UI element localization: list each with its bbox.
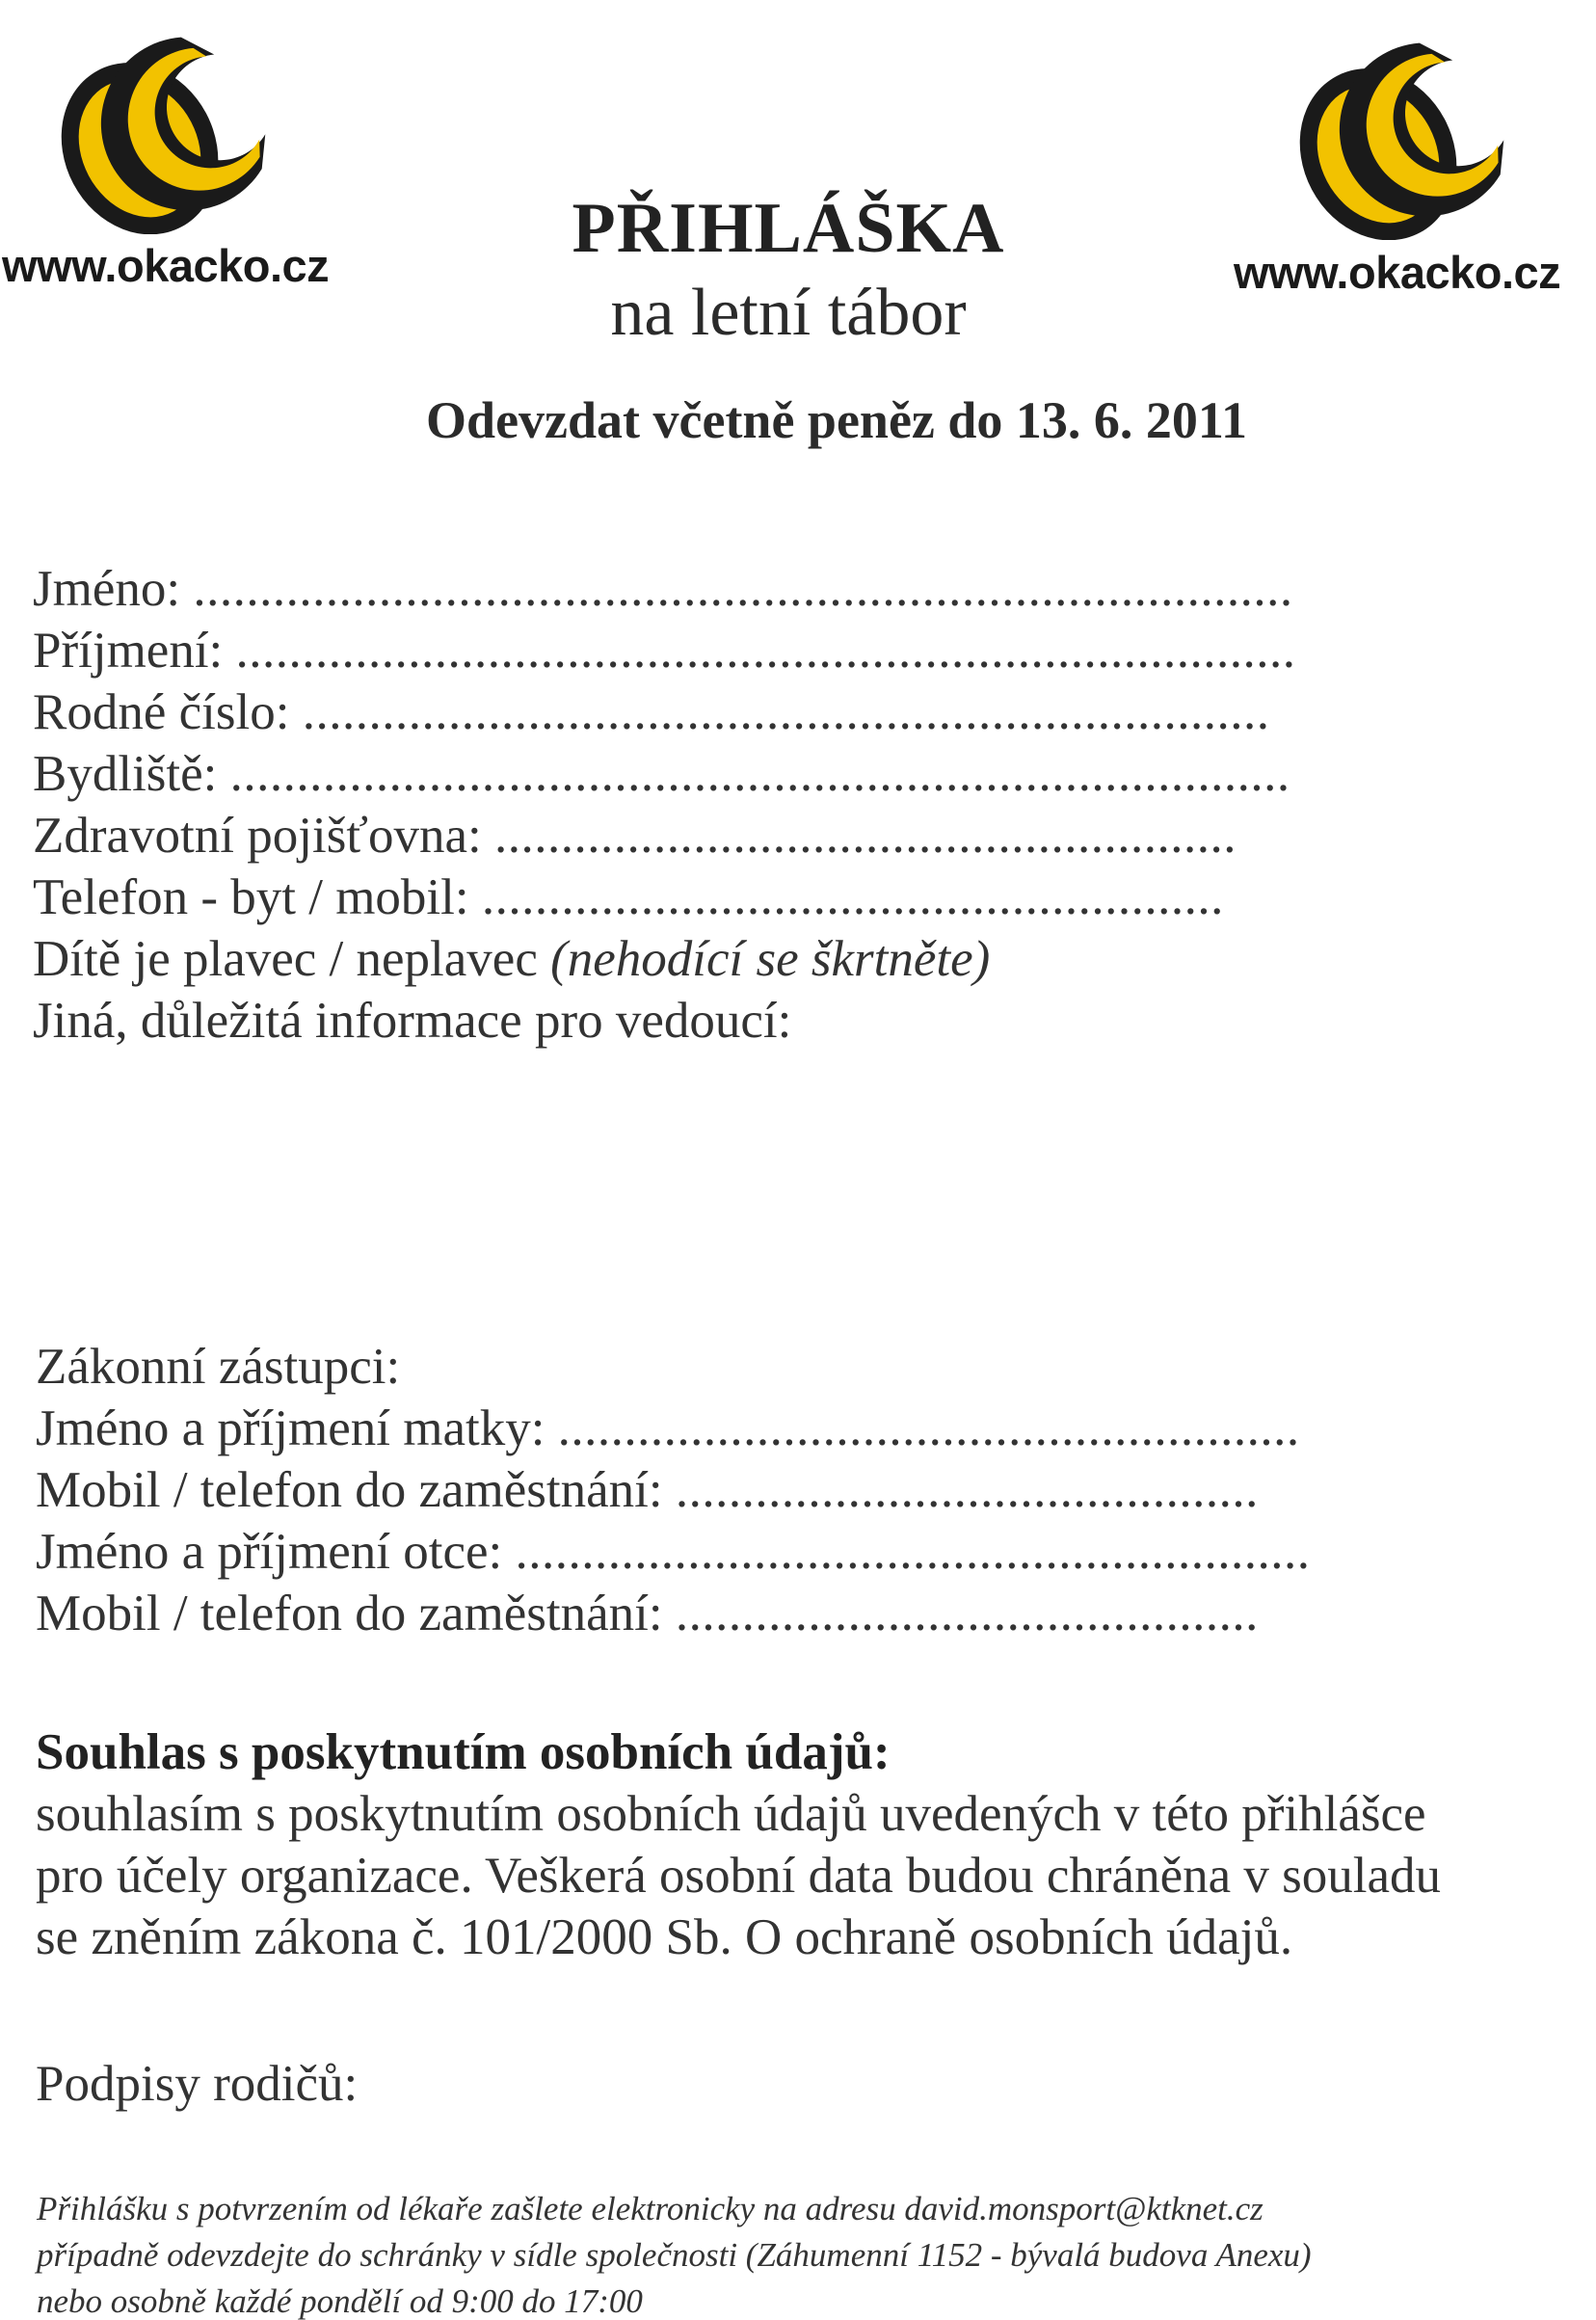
- deadline-notice: Odevzdat včetně peněz do 13. 6. 2011: [426, 391, 1247, 449]
- field-label: Mobil / telefon do zaměstnání:: [36, 1462, 676, 1518]
- field-father-name: [36, 1524, 1311, 1580]
- field-mother-phone: [36, 1462, 1259, 1518]
- footer-line: nebo osobně každé pondělí od 9:00 do 17:00: [37, 2282, 643, 2320]
- swimmer-note: (nehodící se škrtněte): [550, 931, 991, 987]
- field-label: Jméno a příjmení matky:: [36, 1400, 558, 1456]
- website-url-right: www.okacko.cz: [1234, 247, 1561, 298]
- fill-in-line: ...................................................................................: [193, 561, 1293, 617]
- fill-in-line: ................................................................................: [235, 623, 1296, 679]
- fill-in-line: .........................................................................: [302, 684, 1270, 740]
- field-father-phone: [36, 1588, 1259, 1640]
- consent-text-line: pro účely organizace. Veškerá osobní data budou chráněna v souladu: [36, 1848, 1441, 1904]
- info-for-leaders-label: Jiná, důležitá informace pro vedoucí:: [33, 993, 792, 1049]
- field-label: Telefon - byt / mobil:: [33, 869, 482, 925]
- fill-in-line: ........................................................: [557, 1400, 1300, 1456]
- field-mother-name: [36, 1400, 1300, 1456]
- guardians-heading: Zákonní zástupci:: [36, 1339, 401, 1395]
- page-title: PŘIHLÁŠKA: [572, 189, 1005, 268]
- field-label: Bydliště:: [33, 746, 230, 802]
- page-subtitle: na letní tábor: [610, 276, 967, 350]
- fill-in-line: ........................................................: [493, 808, 1237, 864]
- field-label: Mobil / telefon do zaměstnání:: [36, 1586, 676, 1641]
- fill-in-line: ............................................................: [515, 1524, 1311, 1580]
- field-label: Jméno a příjmení otce:: [36, 1524, 516, 1580]
- swimmer-text: Dítě je plavec / neplavec: [33, 931, 551, 987]
- field-first-name: [33, 561, 1293, 617]
- fill-in-line: ................................................................................: [229, 746, 1290, 802]
- field-phone: [33, 869, 1224, 925]
- footer-line: případně odevzdejte do schránky v sídle společnosti (Záhumenní 1152 - bývalá budova Anexu): [37, 2236, 1312, 2274]
- field-surname: [33, 623, 1296, 679]
- consent-heading: Souhlas s poskytnutím osobních údajů:: [36, 1724, 891, 1780]
- field-label: Rodné číslo:: [33, 684, 303, 740]
- fill-in-line: ............................................: [675, 1586, 1259, 1641]
- field-health-insurance: [33, 808, 1237, 864]
- fill-in-line: ............................................: [675, 1462, 1259, 1518]
- field-address: [33, 746, 1290, 802]
- field-birth-number: [33, 684, 1270, 740]
- fill-in-line: ........................................................: [481, 869, 1224, 925]
- consent-text-line: se zněním zákona č. 101/2000 Sb. O ochraně osobních údajů.: [36, 1909, 1293, 1965]
- signatures-label: Podpisy rodičů:: [36, 2056, 359, 2112]
- consent-text-line: souhlasím s poskytnutím osobních údajů uvedených v této přihlášce: [36, 1786, 1426, 1842]
- website-url-left: www.okacko.cz: [2, 240, 330, 291]
- swimmer-status: [33, 931, 991, 987]
- footer-line: Přihlášku s potvrzením od lékaře zašlete elektronicky na adresu david.monsport@ktknet.cz: [37, 2190, 1264, 2227]
- field-label: Příjmení:: [33, 623, 236, 679]
- field-label: Zdravotní pojišťovna:: [33, 808, 494, 864]
- field-label: Jméno:: [33, 561, 194, 617]
